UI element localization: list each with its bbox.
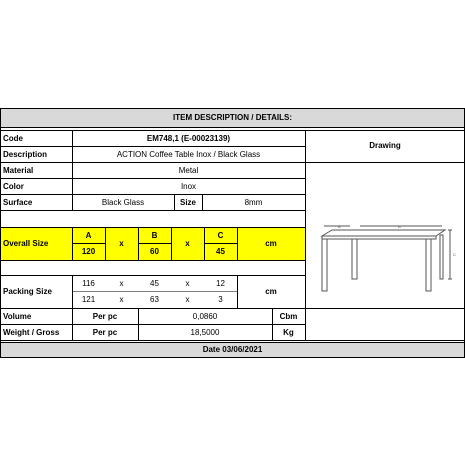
packing-r1-c: 12: [216, 278, 225, 288]
row-line-7b: [138, 243, 171, 244]
row-line-5: [0, 210, 305, 211]
col-line-b2: [171, 227, 172, 260]
col-line-size-r: [202, 194, 203, 210]
packing-r1-a: 116: [82, 278, 95, 288]
drawing-label: Drawing: [369, 140, 401, 150]
description-value: ACTION Coffee Table Inox / Black Glass: [116, 149, 261, 159]
material-label: Material: [3, 165, 34, 175]
frame-bottom: [0, 357, 465, 358]
color-value: Inox: [180, 181, 197, 191]
code-label: Code: [3, 133, 23, 143]
overall-size-unit: cm: [265, 239, 277, 248]
row-line-11: [0, 308, 465, 309]
weight-label: Weight / Gross: [3, 327, 60, 337]
drawing-dim-b: B: [338, 224, 341, 229]
table-leg-front-right: [426, 239, 431, 291]
col-line-b1: [138, 227, 139, 260]
col-line-label-3: [72, 275, 73, 340]
row-line-6: [0, 227, 305, 228]
dim-a-value: 120: [81, 247, 96, 256]
row-line-3: [0, 178, 305, 179]
drawing-dim-a: A: [398, 224, 401, 229]
col-line-pack-unit: [237, 275, 238, 308]
description-label: Description: [3, 149, 48, 159]
color-label: Color: [3, 181, 24, 191]
col-line-c1: [204, 227, 205, 260]
size-value: 8mm: [244, 197, 263, 207]
row-line-2: [0, 162, 465, 163]
table-top-outline: [322, 230, 445, 236]
col-line-size-l: [174, 194, 175, 210]
packing-r1-b: 45: [150, 278, 159, 288]
surface-value: Black Glass: [101, 197, 145, 207]
size-label: Size: [179, 197, 196, 207]
dim-c-header: C: [217, 230, 224, 240]
col-line-main: [305, 130, 306, 340]
page-title: ITEM DESCRIPTION / DETAILS:: [173, 113, 292, 122]
row-line-9: [0, 275, 305, 276]
row-line-14: [0, 342, 465, 343]
col-line-label: [72, 130, 73, 210]
packing-r2-b: 63: [150, 295, 159, 304]
row-line-10: [72, 291, 237, 292]
title-bottom-line: [0, 127, 465, 128]
packing-size-unit: cm: [265, 287, 277, 296]
table-leg-front-left: [322, 239, 327, 291]
row-line-4: [0, 194, 305, 195]
material-value: Metal: [178, 165, 199, 175]
surface-label: Surface: [3, 197, 33, 207]
packing-r2-sep1: x: [119, 295, 124, 304]
dim-b-value: 60: [150, 247, 159, 256]
volume-label: Volume: [3, 311, 32, 321]
table-top-line: [0, 130, 465, 131]
dim-sep-2: x: [185, 239, 190, 248]
col-line-per: [138, 308, 139, 340]
row-line-7: [72, 243, 105, 244]
packing-size-label: Packing Size: [3, 287, 52, 296]
code-value: EM748,1 (E-00023139): [146, 133, 231, 143]
row-line-8: [0, 260, 305, 261]
packing-r1-sep1: x: [119, 278, 124, 288]
volume-unit: Cbm: [279, 311, 298, 321]
col-line-label-2: [72, 227, 73, 260]
packing-r2-a: 121: [81, 295, 96, 304]
dim-b-header: B: [151, 230, 158, 240]
row-line-7c: [204, 243, 237, 244]
row-line-1: [0, 146, 305, 147]
table-leg-back-left: [352, 239, 357, 279]
weight-value: 18,5000: [190, 327, 220, 337]
drawing-dim-c: C: [453, 252, 456, 257]
col-line-c2: [237, 227, 238, 260]
packing-r2-c: 3: [218, 295, 223, 304]
volume-value: 0,0860: [192, 311, 218, 321]
dim-a-header: A: [85, 230, 92, 240]
packing-r2-sep2: x: [185, 295, 190, 304]
dim-c-value: 45: [216, 247, 225, 256]
dim-sep-1: x: [119, 239, 124, 248]
row-line-12: [0, 324, 305, 325]
weight-unit: Kg: [283, 327, 294, 337]
weight-per-label: Per pc: [92, 327, 118, 337]
packing-r1-sep2: x: [185, 278, 190, 288]
volume-per-label: Per pc: [92, 311, 118, 321]
table-drawing: [310, 222, 460, 302]
col-line-a: [105, 227, 106, 260]
frame-top: [0, 108, 465, 109]
overall-size-label: Overall Size: [3, 239, 49, 248]
row-line-13: [0, 340, 465, 341]
footer-date: Date 03/06/2021: [202, 345, 263, 354]
col-line-unit: [272, 308, 273, 340]
table-leg-back-right: [440, 235, 443, 279]
